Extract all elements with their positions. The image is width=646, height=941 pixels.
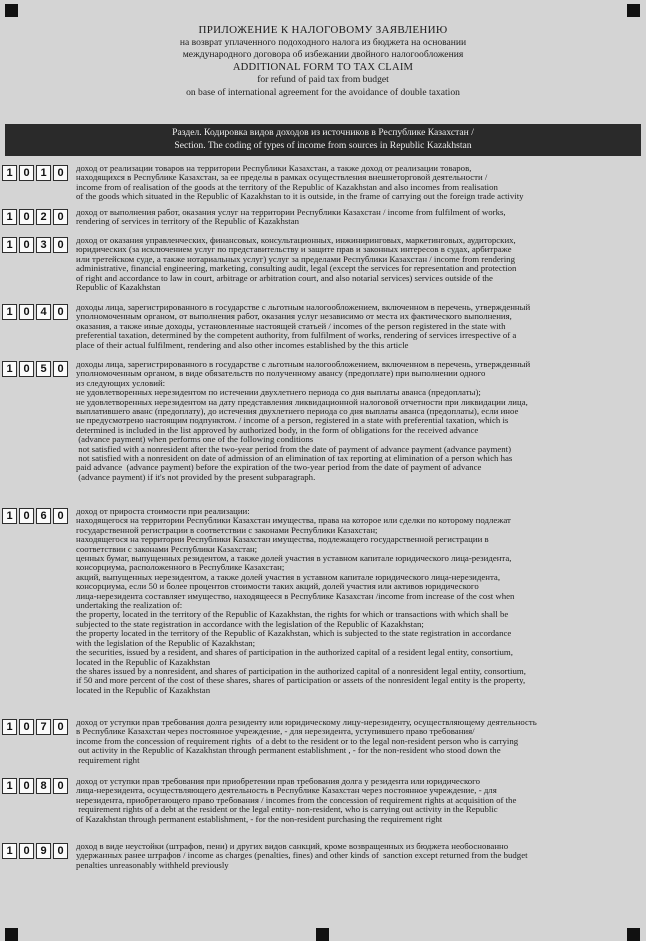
code-digit-box: 0: [19, 719, 34, 735]
code-digit-box: 1: [2, 719, 17, 735]
income-description: [76, 507, 636, 695]
income-code: [2, 209, 70, 225]
code-digit-box: 4: [36, 304, 51, 320]
code-digit-box: 0: [53, 237, 68, 253]
code-digit-box: 1: [2, 237, 17, 253]
code-digit-box: 1: [2, 361, 17, 377]
description-line: (advance payment) if it's not provided by the present subparagraph.: [76, 471, 316, 482]
form-subtitle-ru: на возврат уплаченного подоходного налога из бюджета на основании: [179, 36, 467, 48]
registration-marker: [316, 928, 329, 941]
form-subtitle-en: on base of international agreement for the avoidance of double taxation: [186, 86, 460, 98]
income-code: [2, 778, 70, 794]
income-description: [76, 777, 636, 824]
income-description: [76, 208, 636, 227]
description-line: administrative, financial engineering, marketing, consulting audit, legal (except the services for representation and protection: [76, 263, 517, 274]
description-line: paid advance (advance payment) before the expiration of the two-year period from the date of payment of advance: [76, 462, 482, 473]
description-line: находящихся в Республике Казахстан, за ее пределы в рамках осуществления внешнеторговой деятельности /: [76, 172, 488, 183]
form-title-en: ADDITIONAL FORM TO TAX CLAIM: [232, 61, 414, 73]
description-line: with the legislation of the Republic of Kazakhstan;: [76, 637, 256, 648]
form-subtitle-en: for refund of paid tax from budget: [257, 74, 389, 86]
income-code: [2, 361, 70, 377]
description-line: акций, выпущенных нерезидентом, а также долей участия в уставном капитале юридического лица-нерезидента,: [76, 571, 501, 582]
description-line: ценных бумаг, выпущенных резидентом, а также долей участия в уставном капитале юридического лица-резидента,: [76, 553, 512, 564]
description-line: не предусмотрено настоящим подпунктом. / income of a person, registered in a state with preferential taxation, which is: [76, 415, 509, 426]
description-line: лица-нерезидента, осуществляющего деятельность в Республике Казахстан через постоянное учреждение, - для: [76, 785, 497, 796]
code-digit-box: 0: [53, 165, 68, 181]
description-line: out activity in the Republic of Kazakhstan through permanent establishment , - for the non-resident who stood down the: [76, 745, 501, 756]
code-digit-box: 0: [53, 508, 68, 524]
code-digit-box: 0: [19, 843, 34, 859]
code-digit-box: 5: [36, 361, 51, 377]
description-line: penalties unreasonably withheld previously: [76, 859, 229, 870]
income-code: [2, 237, 70, 253]
description-line: находящегося на территории Республики Казахстан имущества, права на которое или сделки по которому подлежат: [76, 515, 511, 526]
description-line: уполномоченным органом, от выполнения работ, оказания услуг независимо от места их фактического выполнения,: [76, 311, 512, 322]
registration-marker: [627, 4, 640, 17]
form-title-ru: ПРИЛОЖЕНИЕ К НАЛОГОВОМУ ЗАЯВЛЕНИЮ: [198, 24, 448, 36]
income-description: [76, 842, 636, 870]
form-subtitle-ru: международного договора об избежании двойного налогообложения: [182, 49, 464, 61]
income-code: [2, 508, 70, 524]
code-digit-box: 0: [19, 778, 34, 794]
description-line: subjected to the state registration in accordance with the legislation of the Republic of Kazakhstan;: [76, 618, 424, 629]
code-digit-box: 0: [53, 304, 68, 320]
code-digit-box: 1: [36, 165, 51, 181]
form-header: [0, 24, 646, 100]
section-title-en: Section. The coding of types of income from sources in Republic Kazakhstan: [174, 139, 472, 151]
description-line: if 50 and more percent of the cost of these shares, shares of participation or assets of the nonresident legal entity is the property,: [76, 675, 526, 686]
description-line: доходы лица, зарегистрированного в государстве с льготным налогообложением, включенном в перечень, утвержденный: [76, 302, 531, 312]
description-line: уполномоченным органом, в виде обязательств по полученному авансу (предоплате) при выполнении одного: [76, 368, 486, 379]
description-line: выплатившего аванс (предоплату), до истечения двухлетнего периода со дня выплаты аванса (предоплаты), если иное: [76, 406, 519, 417]
registration-marker: [627, 928, 640, 941]
code-digit-box: 7: [36, 719, 51, 735]
description-line: the property, located in the territory of the Republic of Kazakhstan, the rights for which or transactions with which shall be: [76, 609, 509, 620]
description-line: not satisfied with a nonresident after the two-year period from the date of payment of advance payment (advance payment): [76, 443, 512, 454]
code-digit-box: 0: [53, 361, 68, 377]
income-description: [76, 360, 636, 482]
description-line: юридических (за исключением услуг по представительству и защите прав и законных интересов в судах, арбитраже: [76, 244, 512, 255]
code-digit-box: 3: [36, 237, 51, 253]
income-code: [2, 304, 70, 320]
code-digit-box: 0: [19, 304, 34, 320]
description-line: доход от уступки прав требования при приобретении прав требования долга у резидента или юридического: [76, 776, 480, 786]
description-line: не удовлетворенных нерезидентом по истечении двухлетнего периода со дня выплаты аванса (предоплаты);: [76, 387, 481, 398]
description-line: of the goods which situated in the Republic of Kazakhstan to it is outside, in the frame of carrying out the foreign trade activity: [76, 191, 524, 202]
section-title-ru: Раздел. Кодировка видов доходов из источников в Республике Казахстан /: [172, 127, 474, 138]
description-line: соответствии с законами Республики Казахстан;: [76, 543, 258, 554]
description-line: доход от уступки прав требования долга резиденту или юридическому лицу-нерезиденту, осуществляющему деятельность: [76, 717, 537, 727]
description-line: оказания, а также иные доходы, установленные настоящей статьей / incomes of the person registered in the state with: [76, 320, 506, 331]
description-line: not satisfied with a nonresident on date of admission of an elimination of tax reporting at elimination of a person which has: [76, 453, 513, 464]
description-line: доход в виде неустойки (штрафов, пени) и других видов санкций, кроме возвращенных из бюджета необоснованно: [76, 841, 509, 851]
code-digit-box: 1: [2, 165, 17, 181]
code-digit-box: 0: [53, 719, 68, 735]
section-header: [5, 124, 641, 156]
code-digit-box: 0: [19, 165, 34, 181]
description-line: нерезидента, приобретающего право требования / incomes from the concession of requirement rights at acquisition of the: [76, 794, 517, 805]
description-line: в Республике Казахстан через постоянное учреждение, - для нерезидента, уступившего право требования/: [76, 726, 475, 737]
description-line: доход от прироста стоимости при реализации:: [76, 506, 250, 516]
code-digit-box: 9: [36, 843, 51, 859]
income-description: [76, 718, 636, 765]
description-line: located in the Republic of Kazakhstan: [76, 656, 211, 667]
description-line: консорциума, если 50 и более процентов стоимости таких акций, долей участия или активов юридического: [76, 581, 479, 592]
code-digit-box: 1: [2, 508, 17, 524]
description-line: Republic of Kazakhstan: [76, 282, 161, 293]
description-line: located in the Republic of Kazakhstan: [76, 684, 211, 695]
income-description: [76, 236, 636, 292]
description-line: доход от выполнения работ, оказания услуг на территории Республики Казахстан / income from fulfilment of works,: [76, 207, 506, 217]
description-line: находящегося на территории Республики Казахстан имущества, подлежащего государственной регистрации в: [76, 534, 489, 545]
description-line: или третейском суде, а также нотариальных услуг) услуг за пределами Республики Казахстан / income from rendering: [76, 253, 515, 264]
description-line: requirement rights of a debt at the resident or the legal entity- non-resident, who is carrying out activity in the Republic: [76, 804, 498, 815]
registration-marker: [5, 928, 18, 941]
description-line: preferential taxation, determined by the competent authority, from fulfilment of works, rendering of services irrespective of a: [76, 330, 517, 341]
code-digit-box: 0: [53, 209, 68, 225]
description-line: удержанных ранее штрафов / income as charges (penalties, fines) and other kinds of sanction except returned from the budget: [76, 850, 528, 861]
registration-marker: [5, 4, 18, 17]
description-line: доход от реализации товаров на территории Республики Казахстан, а также доход от реализации товаров,: [76, 163, 472, 173]
description-line: undertaking the realization of:: [76, 600, 183, 611]
code-digit-box: 2: [36, 209, 51, 225]
description-line: из следующих условий:: [76, 377, 166, 388]
description-line: не удовлетворенных нерезидентом на дату представления ликвидационной налоговой отчетности при ликвидации лица,: [76, 396, 528, 407]
income-code: [2, 719, 70, 735]
description-line: доходы лица, зарегистрированного в государстве с льготным налогообложением, включенном в перечень, утвержденный: [76, 359, 531, 369]
code-digit-box: 8: [36, 778, 51, 794]
income-description: [76, 164, 636, 202]
code-digit-box: 1: [2, 843, 17, 859]
income-code: [2, 165, 70, 181]
description-line: rendering of services in territory of the Republic of Kazakhstan: [76, 216, 300, 227]
description-line: the property located in the territory of the Republic of Kazakhstan, which is subjected to the state registration in accordance: [76, 628, 512, 639]
description-line: requirement right: [76, 754, 140, 765]
description-line: лица-нерезидента составляет имущество, находящееся в Республике Казахстан /income from increase of the cost when: [76, 590, 515, 601]
code-digit-box: 6: [36, 508, 51, 524]
description-line: the shares issued by a nonresident, and shares of participation in the authorized capital of a nonresident legal entity, consortium,: [76, 665, 526, 676]
income-description: [76, 303, 636, 350]
description-line: of right and accordance to law in court, arbitrage or arbitration court, and also notarial services) services outside of the: [76, 272, 493, 283]
income-code: [2, 843, 70, 859]
code-digit-box: 1: [2, 304, 17, 320]
description-line: государственной регистрации в соответствии с законами Республики Казахстан;: [76, 524, 378, 535]
description-line: place of their actual fulfilment, rendering and also other incomes established by the this article: [76, 339, 409, 350]
description-line: (advance payment) when performs one of the following conditions: [76, 434, 314, 445]
description-line: income from the concession of requirement rights of a debt to the resident or to the legal non-resident person who is carrying: [76, 735, 519, 746]
description-line: консорциума, расположенного в Республике Казахстан;: [76, 562, 285, 573]
code-digit-box: 0: [19, 237, 34, 253]
code-digit-box: 1: [2, 778, 17, 794]
code-digit-box: 0: [19, 508, 34, 524]
code-digit-box: 0: [19, 209, 34, 225]
code-digit-box: 0: [53, 843, 68, 859]
code-digit-box: 0: [53, 778, 68, 794]
description-line: determined is included in the list approved by authorized body, in the form of obligations for the received advance: [76, 424, 479, 435]
description-line: of Kazakhstan through permanent establishment, - for the non-resident purchasing the requirement right: [76, 813, 443, 824]
code-digit-box: 0: [19, 361, 34, 377]
description-line: доход от оказания управленческих, финансовых, консультационных, инжиниринговых, маркетинговых, аудиторских,: [76, 235, 516, 245]
code-digit-box: 1: [2, 209, 17, 225]
description-line: the securities, issued by a resident, and shares of participation in the authorized capital of a resident legal entity, consortium,: [76, 647, 513, 658]
description-line: income from of realisation of the goods at the territory of the Republic of Kazakhstan and also incomes from realisation: [76, 181, 498, 192]
